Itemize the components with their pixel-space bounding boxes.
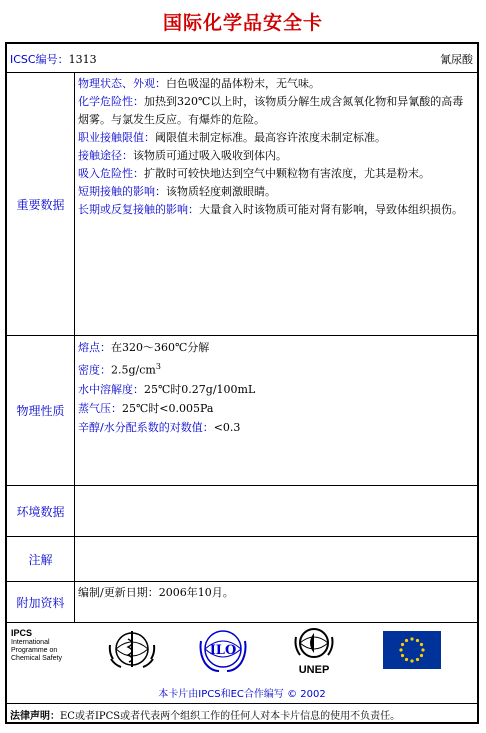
environment-label: 环境数据 [7, 486, 75, 536]
logos-row [7, 623, 477, 703]
header-row [7, 44, 477, 72]
eu-flag-icon [383, 631, 441, 669]
ipcs-title: IPCS [11, 628, 33, 638]
ipcs-text: IPCS International Programme on Chemical Safety [11, 628, 62, 662]
physical-properties-content [75, 336, 477, 485]
legal-label: 法律声明： [10, 711, 60, 722]
safety-card-table [5, 42, 479, 724]
svg-text:ILO: ILO [209, 643, 237, 658]
additional-info-content [75, 582, 477, 622]
water-solubility: 水中溶解度：25℃时0.27g/100mL [78, 382, 256, 396]
notes-label: 注解 [7, 537, 75, 581]
important-data-label: 重要数据 [7, 73, 75, 335]
item-exposure-limits: 职业接触限值：阈限值未制定标准。最高容许浓度未制定标准。 [78, 131, 386, 144]
card-title: 国际化学品安全卡 [162, 12, 323, 34]
legal-text: EC或者IPCS或者代表两个组织工作的任何人对本卡片信息的使用不负责任。 [60, 711, 401, 722]
item-long-term-effects: 长期或反复接触的影响：大量食入时该物质可能对肾有影响，导致体组织损伤。 [78, 203, 463, 216]
icsc-value: 1313 [68, 53, 97, 66]
melting-point: 熔点：在320～360℃分解 [78, 341, 210, 354]
icsc-label: ICSC编号： [10, 53, 69, 66]
unep-emblem-icon [292, 625, 336, 677]
density: 密度：$2.5g/cm^3$ [78, 362, 161, 377]
vapor-pressure: 蒸气压：25℃时<0.005Pa [78, 401, 214, 415]
icsc-number [10, 51, 97, 67]
notes-row [7, 537, 477, 581]
chemical-name: 氰尿酸 [440, 53, 473, 66]
physical-properties-label: 物理性质 [7, 336, 75, 485]
additional-info-row [7, 582, 477, 622]
additional-info-label: 附加资料 [7, 582, 75, 622]
legal-row [7, 704, 477, 724]
physical-properties-row [7, 336, 477, 485]
item-exposure-route: 接触途径：该物质可通过吸入吸收到体内。 [78, 149, 287, 162]
item-appearance: 物理状态、外观：白色吸湿的晶体粉末，无气味。 [78, 77, 320, 90]
octanol-water-logp: 辛醇/水分配系数的对数值：<0.3 [78, 420, 241, 434]
notes-content [75, 537, 477, 581]
ilo-emblem-icon [199, 625, 247, 675]
credit-line: 本卡片由IPCS和EC合作编写 © 2002 [158, 689, 326, 700]
who-emblem-icon [107, 625, 157, 673]
svg-text:UNEP: UNEP [298, 664, 330, 676]
environment-row [7, 486, 477, 536]
legal-notice [10, 707, 400, 722]
item-short-term-effects: 短期接触的影响：该物质轻度刺激眼睛。 [78, 185, 276, 198]
item-inhalation-risk: 吸入危险性：扩散时可较快地达到空气中颗粒物有害浓度，尤其是粉末。 [78, 167, 430, 180]
update-date: 编制/更新日期：2006年10月。 [78, 586, 234, 599]
important-data-row [7, 73, 477, 335]
important-data-content [75, 73, 477, 335]
environment-content [75, 486, 477, 536]
item-chemical-hazard: 化学危险性：加热到320℃以上时，该物质分解生成含氮氧化物和异氰酸的高毒烟雾。与氯发生反应。有爆炸的危险。 [78, 95, 464, 126]
